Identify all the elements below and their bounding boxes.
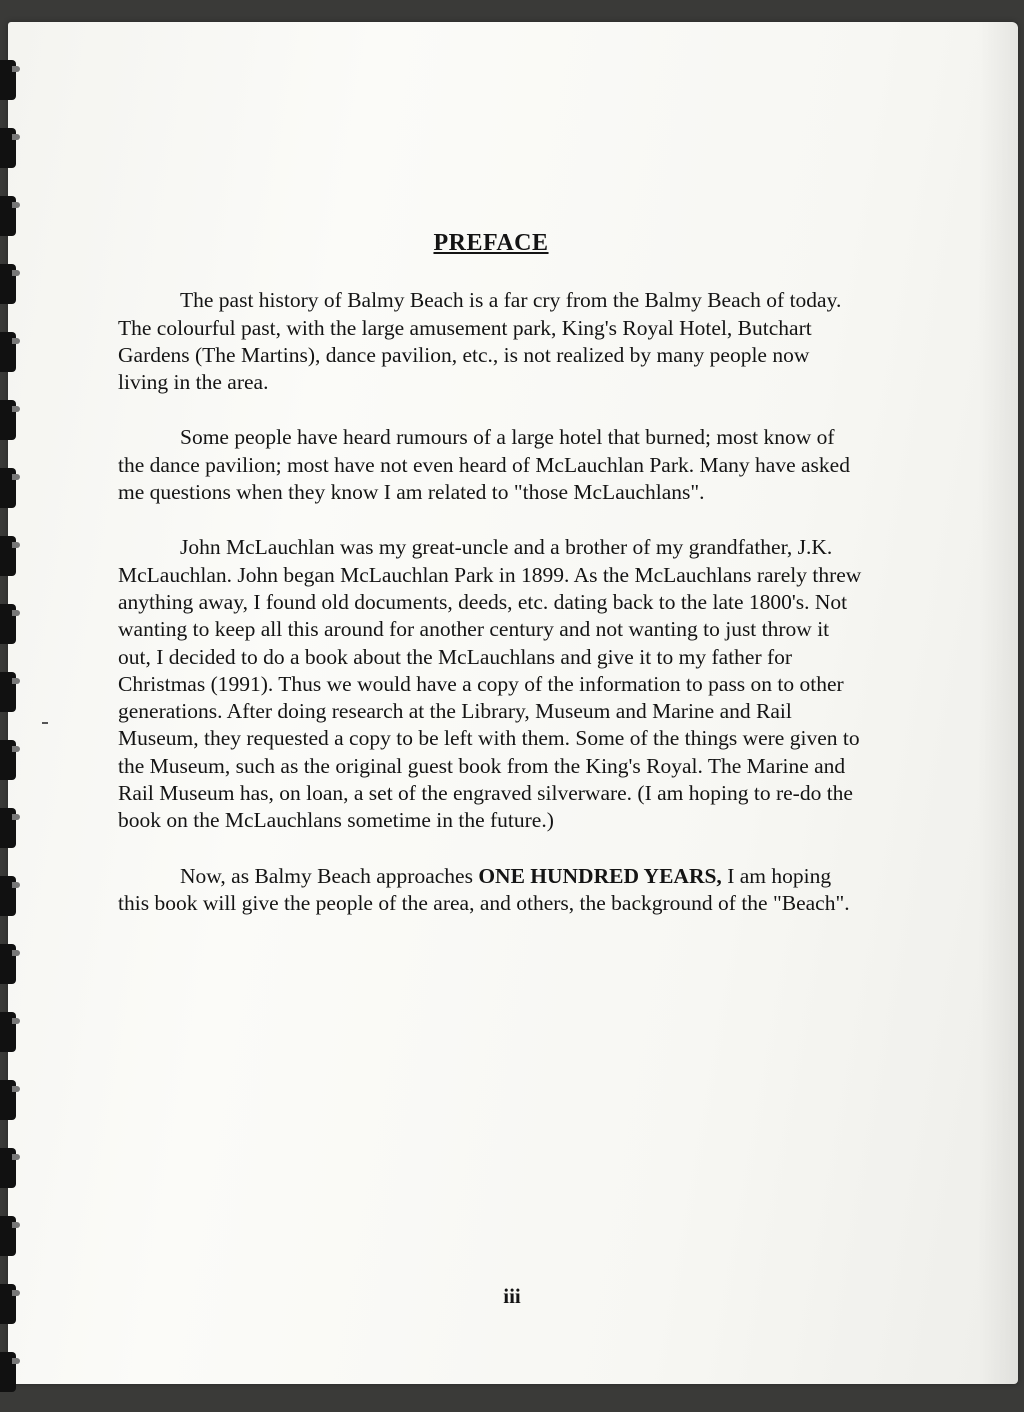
binding-coil bbox=[0, 944, 16, 984]
binding-coil bbox=[0, 672, 16, 712]
page-number: iii bbox=[503, 1284, 521, 1308]
binding-coil bbox=[0, 196, 16, 236]
binding-coil bbox=[0, 128, 16, 168]
binding-coil bbox=[0, 1352, 16, 1392]
paragraph-4-bold-text: ONE HUNDRED YEARS, bbox=[478, 863, 722, 888]
binding-coil bbox=[0, 332, 16, 372]
paragraph-3: John McLauchlan was my great-uncle and a brother of my grandfather, J.K. McLauchlan. John began McLauchlan Park in 1899. As the McLauchlans rarely threw anything away, I found old documents, deeds, etc. dating back to the late 1800's. Not wanting to keep all this around for another century and not wanting to just throw it out, I decided to do a book about the McLauchlans and give it to my father for Christmas (1991). Thus we would have a copy of the information to pass on to other generations. After doing research at the Library, Museum and Marine and Rail Museum, they requested a copy to be left with them. Some of the things were given to the Museum, such as the original guest book from the King's Royal. The Marine and Rail Museum has, on loan, a set of the engraved silverware. (I am hoping to re-do the book on the McLauchlans sometime in the future.) bbox=[118, 535, 862, 833]
binding-coil bbox=[0, 876, 16, 916]
binding-coil bbox=[0, 740, 16, 780]
binding-coil bbox=[0, 1216, 16, 1256]
scan-speck bbox=[42, 722, 48, 724]
binding-coil bbox=[0, 604, 16, 644]
binding-coil bbox=[0, 468, 16, 508]
binding-coil bbox=[0, 60, 16, 100]
paragraph-4-text-before: Now, as Balmy Beach approaches bbox=[180, 863, 479, 888]
binding-coil bbox=[0, 1080, 16, 1120]
spiral-binding bbox=[0, 0, 26, 1412]
binding-coil bbox=[0, 808, 16, 848]
binding-coil bbox=[0, 264, 16, 304]
paragraph-1: The past history of Balmy Beach is a far cry from the Balmy Beach of today. The colourful past, with the large amusement park, King's Royal Hotel, Butchart Gardens (The Martins), dance pavilion, etc., is not realized by many people now living in the area. bbox=[118, 288, 842, 395]
paragraph-2: Some people have heard rumours of a large hotel that burned; most know of the dance pavilion; most have not even heard of McLauchlan Park. Many have asked me questions when they know I am related to "those McLauchlans". bbox=[118, 425, 850, 505]
binding-coil bbox=[0, 1148, 16, 1188]
binding-coil bbox=[0, 536, 16, 576]
paragraph-4 bbox=[118, 863, 864, 918]
binding-coil bbox=[0, 1012, 16, 1052]
binding-coil bbox=[0, 400, 16, 440]
paragraph-4-text-after: I am hoping this book will give the people of the area, and others, the background of the "Beach". bbox=[118, 863, 850, 915]
page-title: PREFACE bbox=[433, 230, 549, 256]
preface-content bbox=[118, 230, 864, 945]
